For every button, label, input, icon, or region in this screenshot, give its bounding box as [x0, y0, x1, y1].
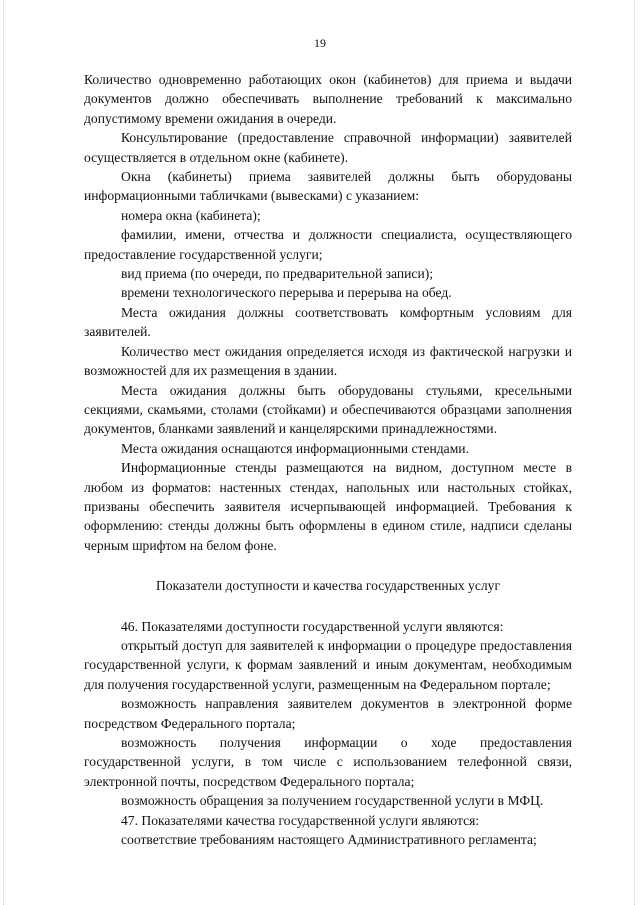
paragraph: возможность получения информации о ходе предоставления государственной услуги, в том числе с использованием телефонной связи, электронной почты, посредством Федерального портала;	[84, 735, 572, 789]
page-number: 19	[314, 36, 326, 50]
paragraph: фамилии, имени, отчества и должности специалиста, осуществляющего предоставление государственной услуги;	[84, 227, 572, 262]
paragraph: 47. Показателями качества государственной услуги являются:	[121, 812, 480, 828]
paragraph: Места ожидания должны соответствовать комфортным условиям для заявителей.	[84, 304, 572, 340]
right-scan-border	[634, 0, 636, 905]
paragraph: Окна (кабинеты) приема заявителей должны быть оборудованы информационными табличками (вывесками) с указанием:	[84, 169, 572, 204]
paragraphs-before-heading	[84, 70, 572, 555]
paragraph: вид приема (по очереди, по предварительной записи);	[121, 266, 434, 282]
paragraph: Информационные стенды размещаются на видном, доступном месте в любом из форматов: настенных стендах, напольных или настольных стойках, призваны обеспечить заявителя исчерпывающей информацией. Требования к оформлению: стенды должны быть оформлены в едином стиле, надписи сделаны черным шрифтом на белом фоне.	[84, 460, 572, 553]
paragraph: Места ожидания оснащаются информационными стендами.	[121, 440, 469, 456]
section-heading: Показатели доступности и качества государственных услуг	[155, 578, 501, 594]
paragraph: Консультирование (предоставление справочной информации) заявителей осуществляется в отдельном окне (кабинете).	[84, 130, 572, 165]
paragraph: возможность обращения за получением государственной услуги в МФЦ.	[121, 793, 544, 809]
paragraph: Количество одновременно работающих окон (кабинетов) для приема и выдачи документов должно обеспечивать выполнение требований к максимально допустимому времени ожидания в очереди.	[84, 72, 572, 126]
paragraph: открытый доступ для заявителей к информации о процедуре предоставления государственной услуги, к формам заявлений и иным документам, необходимым для получения государственной услуги, размещенным на Федеральном портале;	[84, 637, 572, 692]
paragraph: соответствие требованиям настоящего Административного регламента;	[121, 832, 537, 848]
paragraph: Количество мест ожидания определяется исходя из фактической нагрузки и возможностей для их размещения в здании.	[84, 343, 572, 379]
paragraph: Места ожидания должны быть оборудованы стульями, кресельными секциями, скамьями, столами (стойками) и обеспечиваются образцами заполнения документов, бланками заявлений и канцелярскими принадлежностями.	[84, 382, 572, 437]
paragraph: времени технологического перерыва и перерыва на обед.	[121, 285, 452, 301]
paragraph: 46. Показателями доступности государственной услуги являются:	[121, 618, 504, 634]
paragraphs-after-heading	[84, 617, 572, 850]
paragraph: номера окна (кабинета);	[121, 207, 261, 223]
document-body	[84, 70, 572, 849]
left-scan-border	[3, 0, 5, 905]
paragraph: возможность направления заявителем документов в электронной форме посредством Федерального портала;	[84, 696, 572, 731]
